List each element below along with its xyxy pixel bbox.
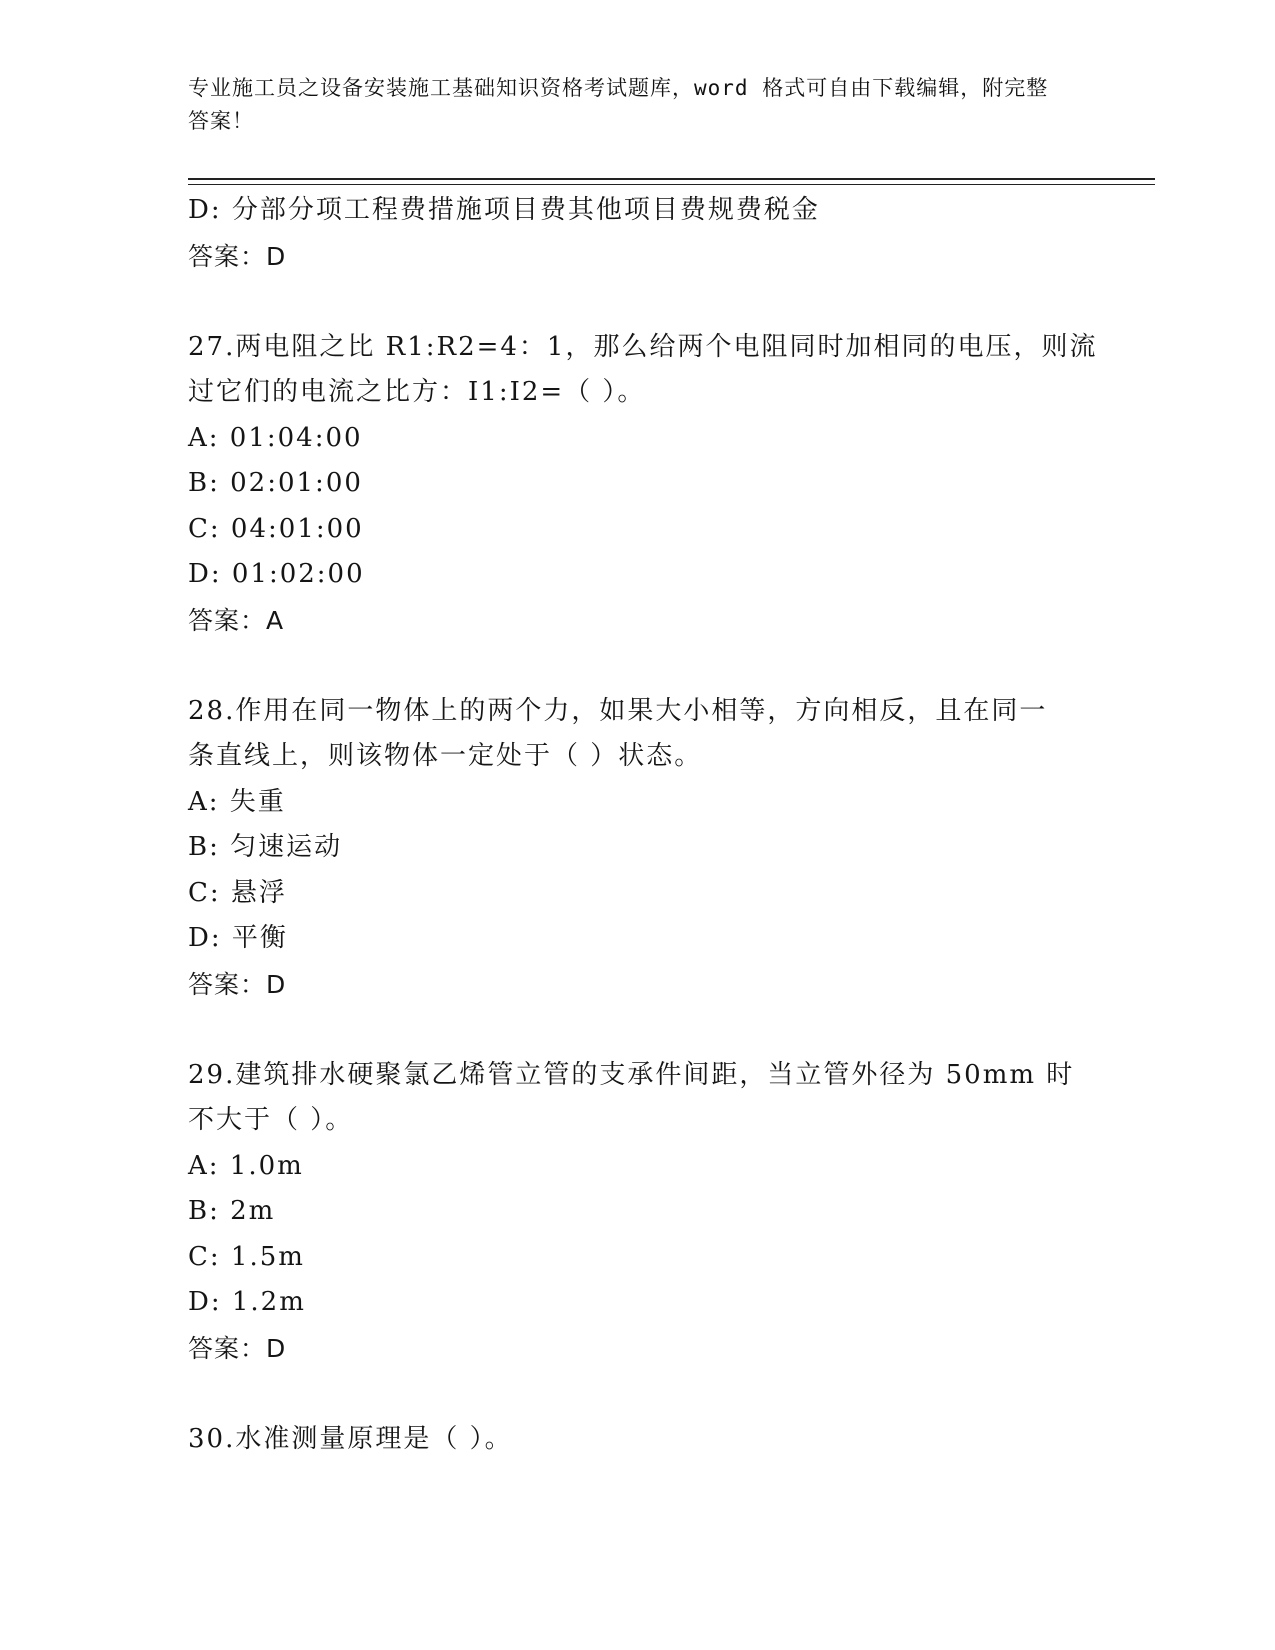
option-a: A: 1.0m <box>188 1150 304 1181</box>
option-b: B: 02:01:00 <box>188 468 363 498</box>
question-content <box>188 188 1098 1462</box>
question-29 <box>188 1053 1088 1372</box>
spacer <box>188 279 1088 325</box>
previous-question-tail <box>188 188 1088 279</box>
question-30 <box>188 1417 1088 1463</box>
option-c: C: 悬浮 <box>188 877 287 908</box>
spacer <box>188 1371 1088 1417</box>
spacer <box>188 1007 1088 1053</box>
option-d: D: 分部分项工程费措施项目费其他项目费规费税金 <box>188 195 820 225</box>
question-stem: 30.水准测量原理是（ ）。 <box>188 1423 513 1454</box>
option-a: A: 失重 <box>188 786 286 817</box>
option-b: B: 2m <box>188 1196 276 1226</box>
option-d: D: 平衡 <box>188 923 288 953</box>
question-28 <box>188 689 1088 1008</box>
answer-label: 答案：D <box>188 969 287 999</box>
option-c: C: 1.5m <box>188 1241 305 1272</box>
option-d: D: 1.2m <box>188 1287 306 1317</box>
option-b: B: 匀速运动 <box>188 832 343 862</box>
question-stem: 29.建筑排水硬聚氯乙烯管立管的支承件间距，当立管外径为 50mm 时 <box>188 1059 1075 1090</box>
document-header: 专业施工员之设备安装施工基础知识资格考试题库，word 格式可自由下载编辑，附完整答案！ <box>188 76 1049 133</box>
option-d: D: 01:02:00 <box>188 559 365 589</box>
question-stem-continued: 不大于（ ）。 <box>188 1105 354 1135</box>
header-divider-thick <box>188 178 1155 180</box>
question-stem: 27.两电阻之比 R1:R2=4：1，那么给两个电阻同时加相同的电压，则流 <box>188 331 1098 362</box>
answer-label: 答案：D <box>188 241 287 271</box>
question-stem-continued: 条直线上，则该物体一定处于（ ）状态。 <box>188 741 703 771</box>
option-c: C: 04:01:00 <box>188 513 364 544</box>
question-27 <box>188 325 1098 644</box>
answer-label: 答案：D <box>188 1333 287 1363</box>
question-stem-continued: 过它们的电流之比方：I1:I2=（ ）。 <box>188 377 646 407</box>
header-divider-thin <box>188 184 1155 185</box>
question-stem: 28.作用在同一物体上的两个力，如果大小相等，方向相反，且在同一 <box>188 695 1048 726</box>
spacer <box>188 643 1088 689</box>
option-a: A: 01:04:00 <box>188 422 363 453</box>
answer-label: 答案：A <box>188 605 285 635</box>
